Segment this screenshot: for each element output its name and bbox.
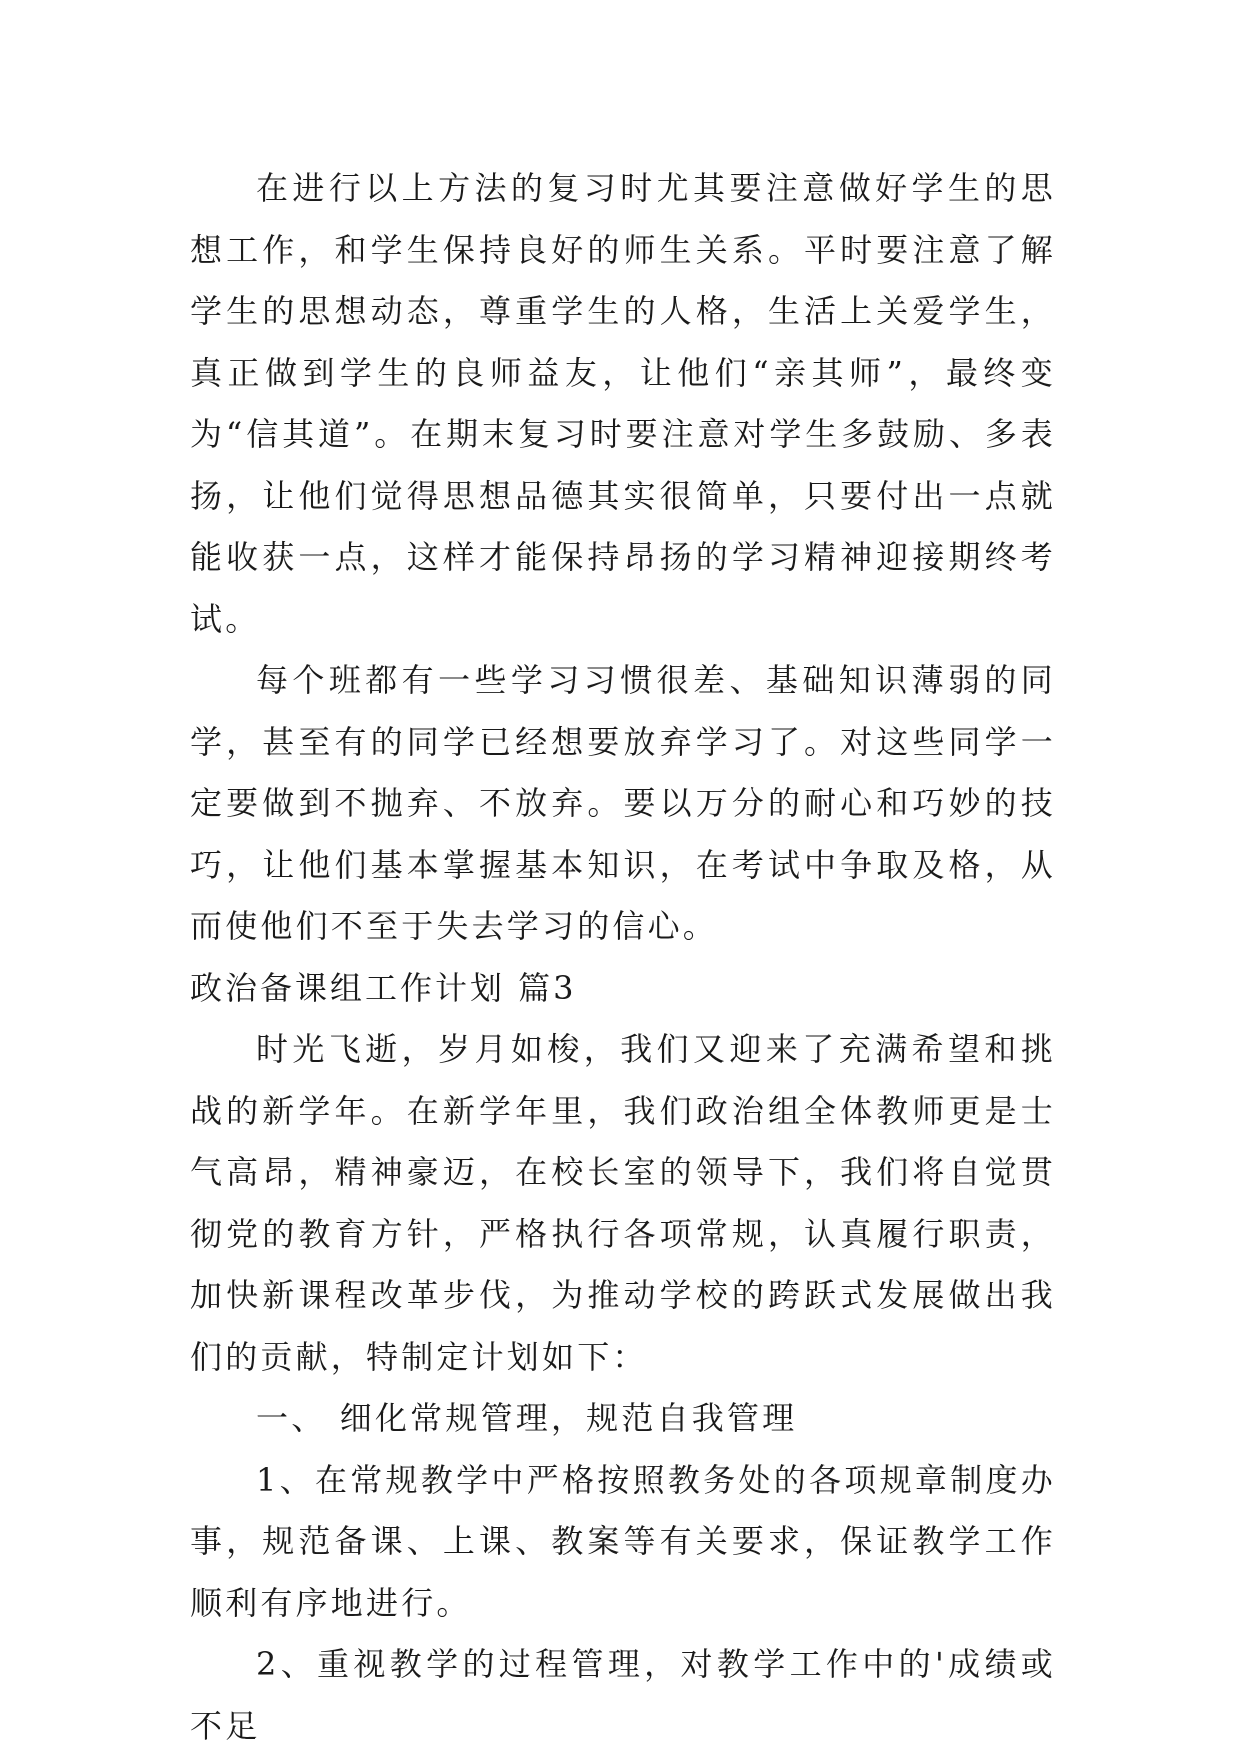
paragraph-intro: 时光飞逝，岁月如梭，我们又迎来了充满希望和挑战的新学年。在新学年里，我们政治组全体教师更是士气高昂，精神豪迈，在校长室的领导下，我们将自觉贯彻党的教育方针，严格执行各项常规，认真履行职责，加快新课程改革步伐，为推动学校的跨跃式发展做出我们的贡献，特制定计划如下：	[190, 1030, 1056, 1376]
subheading-routine-management: 一、 细化常规管理，规范自我管理	[256, 1399, 798, 1437]
list-item-2: 2、重视教学的过程管理，对教学工作中的'成绩或不足	[190, 1645, 1056, 1745]
paragraph-weak-students: 每个班都有一些学习习惯很差、基础知识薄弱的同学，甚至有的同学已经想要放弃学习了。对这些同学一定要做到不抛弃、不放弃。要以万分的耐心和巧妙的技巧，让他们基本掌握基本知识，在考试中争取及格，从而使他们不至于失去学习的信心。	[190, 661, 1056, 945]
document-body	[190, 158, 1056, 1757]
section-heading: 政治备课组工作计划 篇3	[190, 968, 577, 1007]
list-item-1: 1、在常规教学中严格按照教务处的各项规章制度办事，规范备课、上课、教案等有关要求，保证教学工作顺利有序地进行。	[190, 1460, 1056, 1622]
paragraph-review-method: 在进行以上方法的复习时尤其要注意做好学生的思想工作，和学生保持良好的师生关系。平时要注意了解学生的思想动态，尊重学生的人格，生活上关爱学生，真正做到学生的良师益友，让他们“亲其师”，最终变为“信其道”。在期末复习时要注意对学生多鼓励、多表扬，让他们觉得思想品德其实很简单，只要付出一点就能收获一点，这样才能保持昂扬的学习精神迎接期终考试。	[190, 169, 1056, 638]
